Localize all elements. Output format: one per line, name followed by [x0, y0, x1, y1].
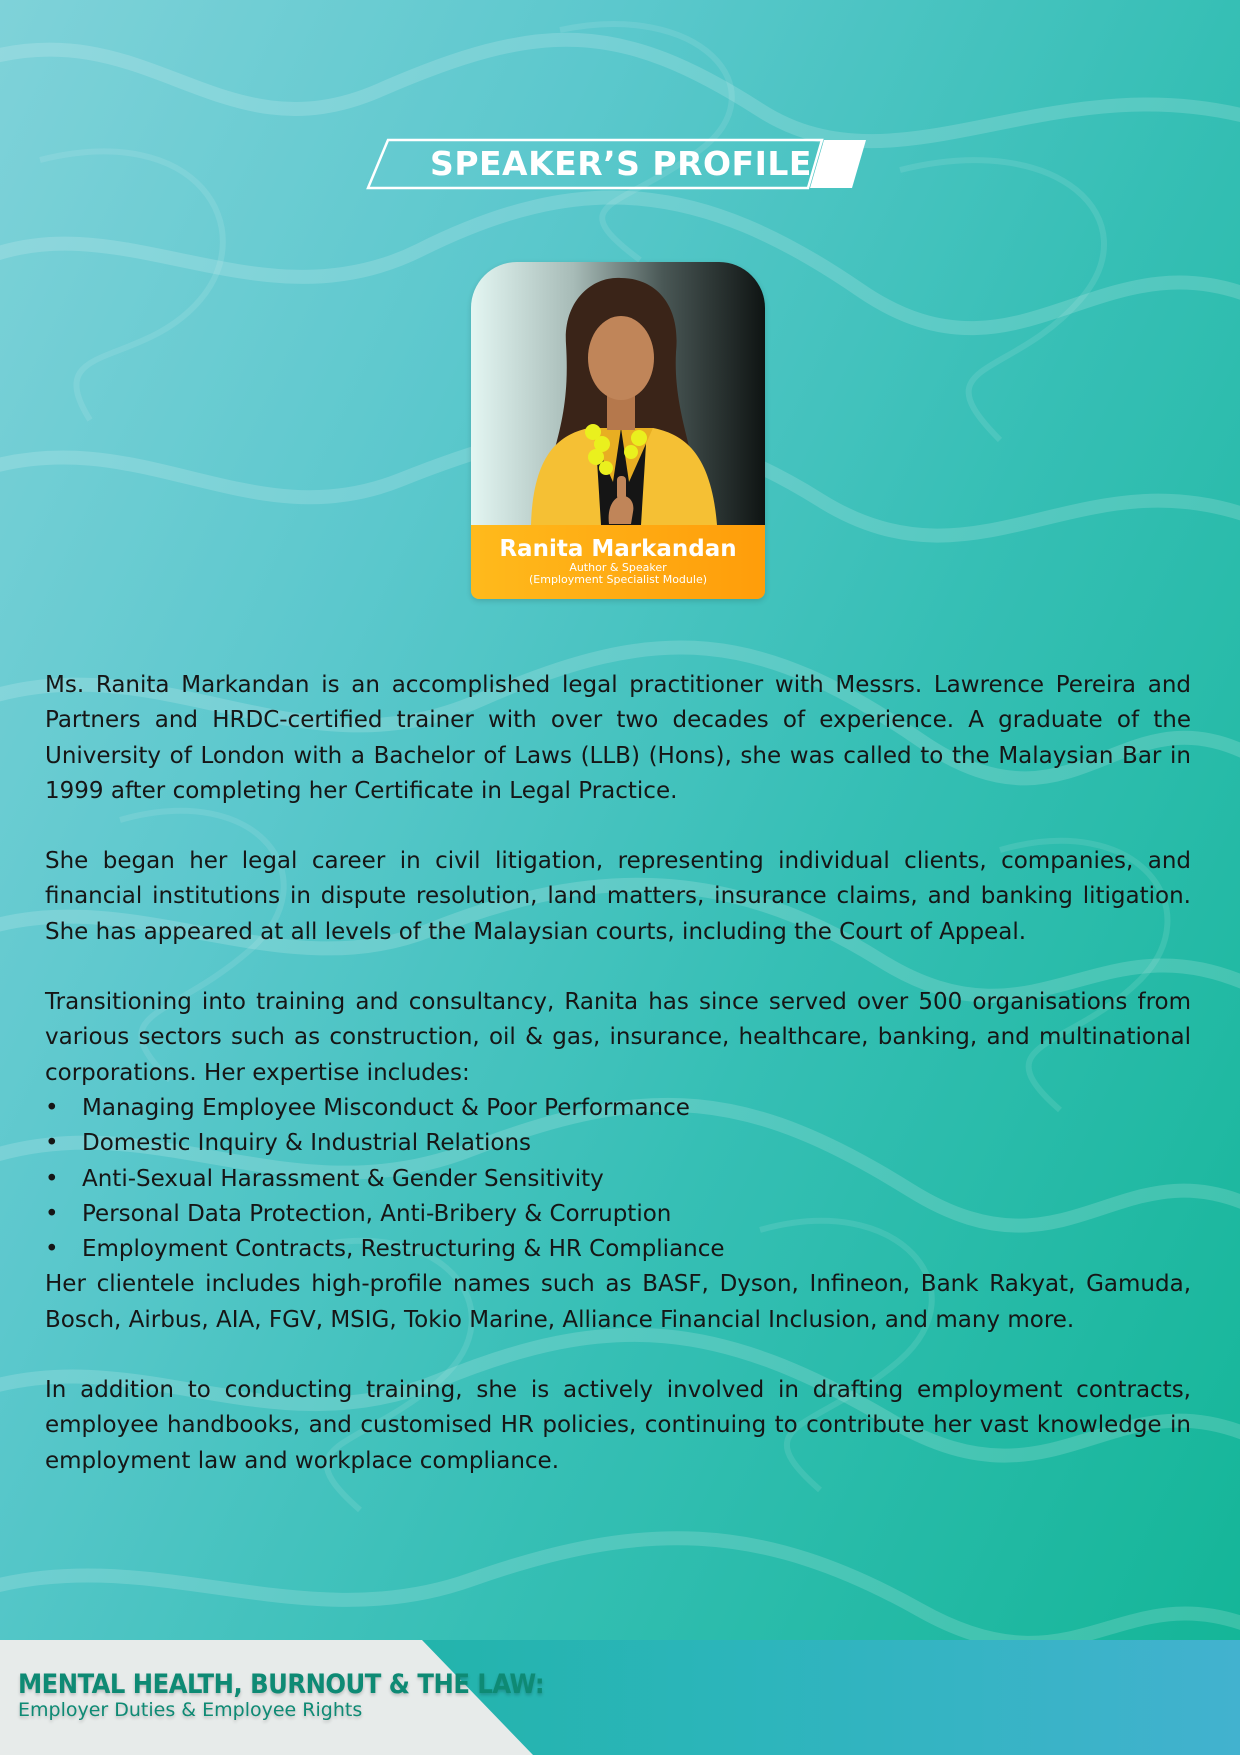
- expertise-item-text: Anti-Sexual Harassment & Gender Sensitivity: [82, 1165, 604, 1192]
- speaker-photo: [471, 262, 765, 525]
- speaker-module: (Employment Specialist Module): [528, 573, 708, 586]
- speaker-role: Author & Speaker: [569, 561, 667, 574]
- bio-paragraph-1: Ms. Ranita Markandan is an accomplished legal practitioner with Messrs. Lawrence Pereira and Partners and HRDC-certified trainer with over two decades of experience. A graduate of the University of London with a Bachelor of Laws (LLB) (Hons), she was called to the Malaysian Bar in 1999 after completing her Certificate in Legal Practice.: [45, 672, 1191, 804]
- section-title-banner: [366, 138, 868, 190]
- speaker-portrait-illustration: [471, 262, 765, 525]
- page-title: SPEAKER’S PROFILE: [430, 144, 812, 183]
- program-title: MENTAL HEALTH, BURNOUT & THE LAW:: [18, 1669, 545, 1700]
- bullet: •: [45, 1236, 59, 1263]
- bio-paragraph-2: She began her legal career in civil litigation, representing individual clients, companies, and financial institutions in dispute resolution, land matters, insurance claims, and banking litigation. She has appeared at all levels of the Malaysian courts, including the Court of Appeal.: [45, 848, 1191, 945]
- program-subtitle: Employer Duties & Employee Rights: [18, 1699, 363, 1721]
- list-item: [45, 1091, 1191, 1126]
- speaker-name-band: [471, 525, 765, 599]
- speaker-photo-card: [471, 262, 765, 599]
- bullet: •: [45, 1094, 59, 1121]
- expertise-list: [45, 1091, 1191, 1267]
- bio-paragraph-4: Her clientele includes high-profile names such as BASF, Dyson, Infineon, Bank Rakyat, Gamuda, Bosch, Airbus, AIA, FGV, MSIG, Tokio Marine, Alliance Financial Inclusion, and many more.: [45, 1271, 1191, 1333]
- expertise-item-text: Personal Data Protection, Anti-Bribery & Corruption: [82, 1200, 672, 1227]
- expertise-item-text: Managing Employee Misconduct & Poor Performance: [82, 1094, 690, 1121]
- speaker-bio: [45, 668, 1191, 1479]
- bullet: •: [45, 1165, 59, 1192]
- expertise-item-text: Employment Contracts, Restructuring & HR Compliance: [82, 1236, 725, 1263]
- bullet: •: [45, 1130, 59, 1157]
- list-item: [45, 1126, 1191, 1161]
- bio-paragraph-5: In addition to conducting training, she is actively involved in drafting employment contracts, employee handbooks, and customised HR policies, continuing to contribute her vast knowledge in employment law and workplace compliance.: [45, 1377, 1191, 1474]
- list-item: [45, 1197, 1191, 1232]
- list-item: [45, 1232, 1191, 1267]
- list-item: [45, 1162, 1191, 1197]
- expertise-item-text: Domestic Inquiry & Industrial Relations: [82, 1130, 532, 1157]
- speaker-name: Ranita Markandan: [499, 536, 737, 562]
- bio-paragraph-3: Transitioning into training and consultancy, Ranita has since served over 500 organisations from various sectors such as construction, oil & gas, insurance, healthcare, banking, and multinational corporations. Her expertise includes:: [45, 989, 1191, 1086]
- bullet: •: [45, 1200, 59, 1227]
